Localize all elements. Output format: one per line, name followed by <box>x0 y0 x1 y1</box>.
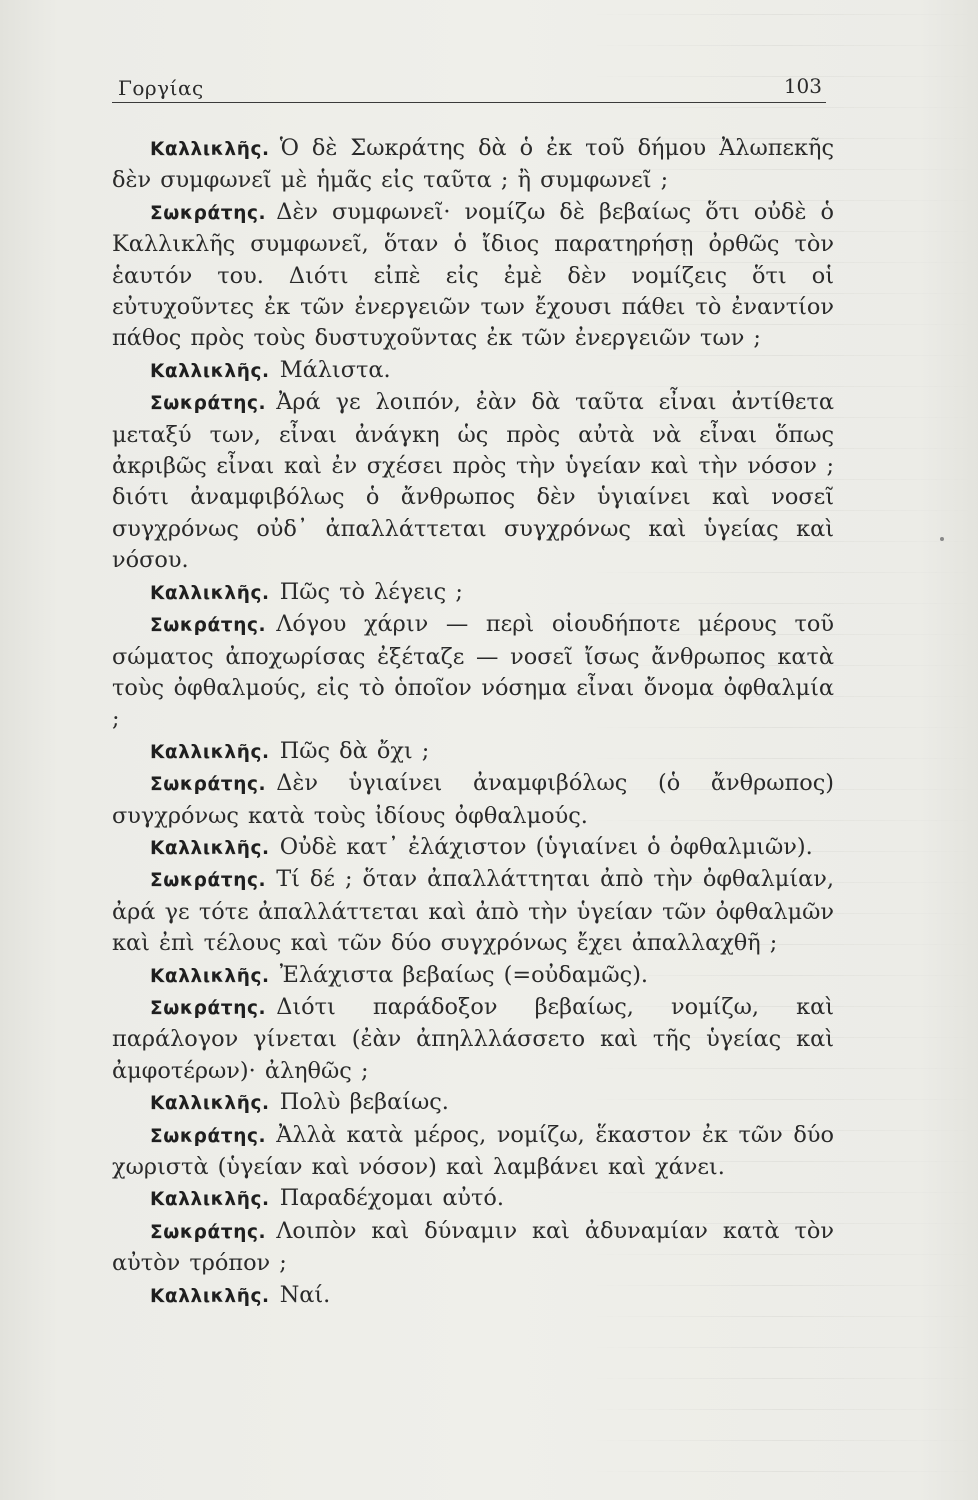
utterance: Δὲν ὑγιαίνει ἀναμφιβόλως (ὁ ἄνθρωπος) συγχρόνως κατὰ τοὺς ἰδίους ὀφθαλμούς. <box>112 770 834 829</box>
speaker-label: Καλλικλῆς. <box>150 360 270 382</box>
dialogue-turn <box>112 1183 834 1215</box>
speaker-label: Σωκράτης. <box>150 615 267 637</box>
utterance: Διότι παράδοξον βεβαίως, νομίζω, καὶ παράλογον γίνεται (ἐὰν ἀπηλλλάσσετο καὶ τῆς ὑγείας καὶ ἀμφοτέρων)· ἀληθῶς ; <box>112 993 834 1084</box>
speaker-label: Καλλικλῆς. <box>150 582 270 604</box>
speaker-label: Σωκράτης. <box>150 1221 267 1243</box>
dialogue-turn <box>112 1120 834 1184</box>
dialogue-turn <box>112 197 834 355</box>
speaker-label: Σωκράτης. <box>150 202 267 224</box>
utterance: Δὲν συμφωνεῖ· νομίζω δὲ βεβαίως ὅτι οὐδὲ ὁ Καλλικλῆς συμφωνεῖ, ὅταν ὁ ἴδιος παρατηρήσῃ ὀρθῶς τὸν ἑαυτόν του. Διότι εἰπὲ εἰς ἐμὲ δὲν νομίζεις ὅτι οἱ εὐτυχοῦντες ἐκ τῶν ἐνεργειῶν των ἔχουσι πάθει τὸ ἐναντίον πάθος πρὸς τοὺς δυστυχοῦντας ἐκ τῶν ἐνεργειῶν των ; <box>112 198 834 352</box>
dialogue-turn <box>112 832 834 864</box>
speaker-label: Καλλικλῆς. <box>150 965 270 987</box>
running-title: Γοργίας <box>118 76 204 100</box>
speaker-label: Σωκράτης. <box>150 393 267 415</box>
utterance: Ἀλλὰ κατὰ μέρος, νομίζω, ἕκαστον ἐκ τῶν δύο χωριστὰ (ὑγείαν καὶ νόσον) καὶ λαμβάνει καὶ χάνει. <box>112 1121 834 1180</box>
utterance: Ναί. <box>279 1281 331 1308</box>
utterance: Τί δέ ; ὅταν ἀπαλλάττηται ἀπὸ τὴν ὀφθαλμίαν, ἀρά γε τότε ἀπαλλάττεται καὶ ἀπὸ τὴν ὑγείαν τῶν ὀφθαλμῶν καὶ ἐπὶ τέλους καὶ τῶν δύο συγχρόνως ἔχει ἀπαλλαχθῆ ; <box>112 866 834 957</box>
dialogue-turn <box>112 768 834 832</box>
dialogue-turn <box>112 133 834 197</box>
speaker-label: Καλλικλῆς. <box>150 139 270 160</box>
dialogue-turn <box>112 1087 834 1119</box>
speaker-label: Καλλικλῆς. <box>150 1189 270 1211</box>
dialogue-turn <box>112 355 834 387</box>
speaker-label: Καλλικλῆς. <box>150 741 270 763</box>
utterance: Οὐδὲ κατ᾽ ἐλάχιστον (ὑγιαίνει ὁ ὀφθαλμιῶν). <box>279 833 813 860</box>
utterance: Πῶς τὸ λέγεις ; <box>279 578 463 605</box>
utterance: Μάλιστα. <box>279 356 391 383</box>
speaker-label: Καλλικλῆς. <box>150 1285 270 1307</box>
running-header <box>112 72 826 103</box>
utterance: Λόγου χάριν — περὶ οἱουδήποτε μέρους τοῦ σώματος ἀποχωρίσας ἐξέταζε — νοσεῖ ἴσως ἄνθρωπος κατὰ τοὺς ὀφθαλμούς, εἰς τὸ ὁποῖον νόσημα εἶναι ὄνομα ὀφθαλμία ; <box>112 611 834 733</box>
speaker-label: Καλλικλῆς. <box>150 1093 270 1115</box>
dialogue-turn <box>112 1280 834 1312</box>
utterance: Πολὺ βεβαίως. <box>279 1089 449 1116</box>
ink-speck <box>940 537 944 541</box>
dialogue-turn <box>112 864 834 959</box>
dialogue-turn <box>112 960 834 992</box>
speaker-label: Σωκράτης. <box>150 1125 267 1147</box>
dialogue-turn <box>112 992 834 1087</box>
dialogue-turn <box>112 1216 834 1280</box>
dialogue-turn <box>112 609 834 736</box>
utterance: Λοιπὸν καὶ δύναμιν καὶ ἀδυναμίαν κατὰ τὸν αὐτὸν τρόπον ; <box>112 1217 834 1277</box>
utterance: Ὁ δὲ Σωκράτης δὰ ὁ ἐκ τοῦ δήμου Ἀλωπεκῆς δὲν συμφωνεῖ μὲ ἡμᾶς εἰς ταῦτα ; ἢ συμφωνεῖ ; <box>112 135 834 194</box>
dialogue-turn <box>112 736 834 768</box>
speaker-label: Σωκράτης. <box>150 870 267 892</box>
utterance: Ἀρά γε λοιπόν, ἐὰν δὰ ταῦτα εἶναι ἀντίθετα μεταξύ των, εἶναι ἀνάγκη ὡς πρὸς αὐτὰ νὰ εἶναι ὅπως ἀκριβῶς εἶναι καὶ ἐν σχέσει πρὸς τὴν ὑγείαν καὶ τὴν νόσον ; διότι ἀναμφιβόλως ὁ ἄνθρωπος δὲν ὑγιαίνει καὶ νοσεῖ συγχρόνως οὐδ᾽ ἀπαλλάττεται συγχρόνως καὶ ὑγείας καὶ νόσου. <box>112 389 834 574</box>
speaker-label: Σωκράτης. <box>150 997 267 1019</box>
utterance: Ἐλάχιστα βεβαίως (=οὐδαμῶς). <box>279 961 649 988</box>
dialogue-turn <box>112 387 834 576</box>
dialogue-turn <box>112 577 834 609</box>
speaker-label: Καλλικλῆς. <box>150 837 270 859</box>
utterance: Πῶς δὰ ὄχι ; <box>279 737 430 764</box>
speaker-label: Σωκράτης. <box>150 774 267 796</box>
dialogue-body <box>112 133 834 1312</box>
page-number: 103 <box>783 74 822 98</box>
utterance: Παραδέχομαι αὐτό. <box>279 1185 505 1212</box>
